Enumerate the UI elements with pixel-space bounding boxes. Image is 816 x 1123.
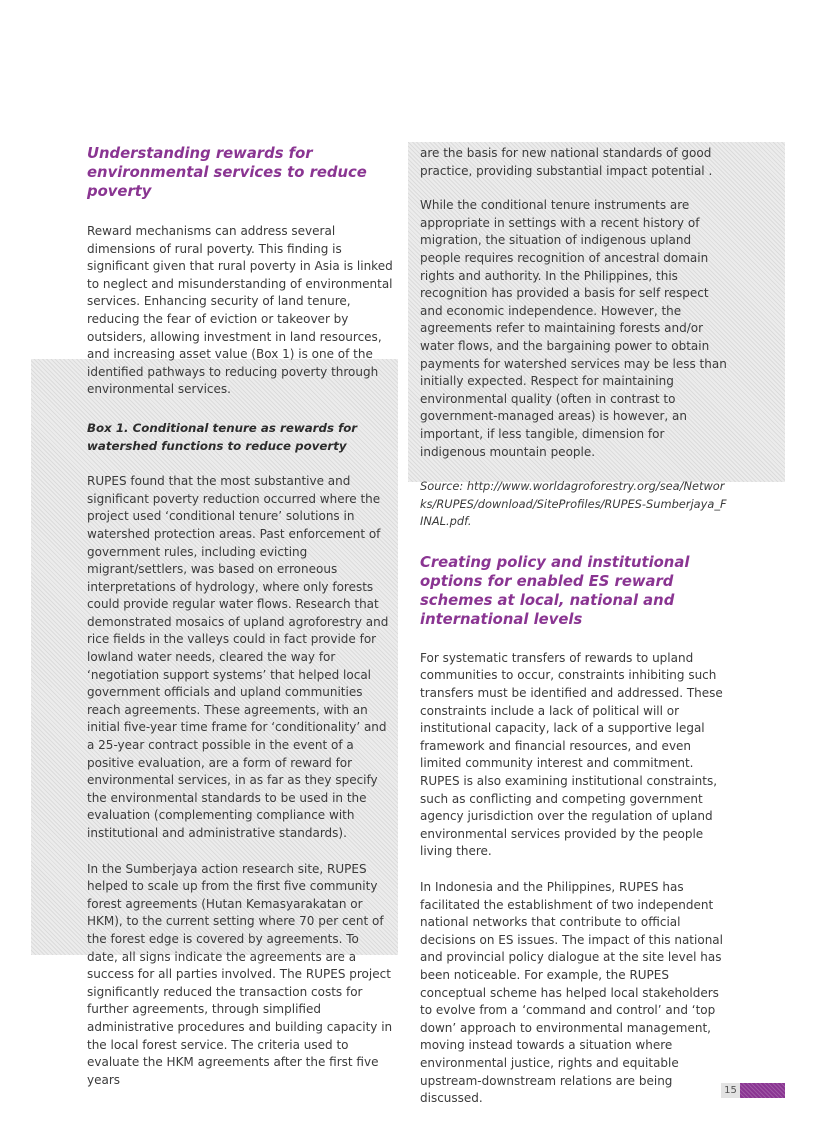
section-heading-policy: Creating policy and institutional options for enabled ES reward schemes at local, national and international levels	[420, 553, 690, 628]
intro-paragraph: Reward mechanisms can address several dimensions of rural poverty. This finding is significant given that rural poverty in Asia is linked to neglect and misunderstanding of environmental services. Enhancing security of land tenure, reducing the fear of eviction or takeover by outsiders, allowing investment in land resources, and increasing asset value (Box 1) is one of the identified pathways to reducing poverty through environmental services.	[87, 224, 393, 397]
left-column	[87, 144, 393, 1089]
box-paragraph-1: RUPES found that the most substantive and significant poverty reduction occurred where the project used ‘conditional tenure’ solutions in watershed protection areas. Past enforcement of government rules, including evicting migrant/settlers, was based on erroneous interpretations of hydrology, where only forests could provide regular water flows. Research that demonstrated mosaics of upland agroforestry and rice fields in the valleys could in fact provide for lowland water needs, cleared the way for ‘negotiation support systems’ that helped local government officials and upland communities reach agreements. These agreements, with an initial five-year time frame for ‘conditionality’ and a 25-year contract possible in the event of a positive evaluation, are a form of reward for environmental services, in as far as they specify the environmental standards to be used in the evaluation (complementing compliance with institutional and administrative standards).	[87, 474, 389, 840]
page-number: 15	[721, 1083, 740, 1098]
section-heading-rewards: Understanding rewards for environmental services to reduce poverty	[87, 145, 367, 200]
box-paragraph-2: In the Sumberjaya action research site, RUPES helped to scale up from the first five community forest agreements (Hutan Kemasyarakatan or HKM), to the current setting where 70 per cent of the forest edge is covered by agreements. To date, all signs indicate the agreements are a success for all parties involved. The RUPES project significantly reduced the transaction costs for further agreements, through simplified administrative procedures and building capacity in the local forest service. The criteria used to evaluate the HKM agreements after the first five years	[87, 861, 393, 1087]
page-number-bar	[740, 1083, 785, 1098]
policy-paragraph-1: For systematic transfers of rewards to upland communities to occur, constraints inhibiting such transfers must be identified and addressed. These constraints include a lack of political will or institutional capacity, lack of a supportive legal framework and financial resources, and even limited community interest and commitment. RUPES is also examining institutional constraints, such as conflicting and competing government agency jurisdiction over the regulation of upland environmental services provided by the people living there.	[420, 650, 723, 859]
right-column	[420, 145, 728, 1108]
box-paragraph-4: While the conditional tenure instruments are appropriate in settings with a recent history of migration, the situation of indigenous upland people requires recognition of ancestral domain rights and authority. In the Philippines, this recognition has provided a basis for self respect and economic independence. However, the agreements refer to maintaining forests and/or water flows, and the bargaining power to obtain payments for watershed services may be less than initially expected. Respect for maintaining environmental quality (often in contrast to government-managed areas) is however, an important, if less tangible, dimension for indigenous mountain people.	[420, 198, 727, 459]
box-paragraph-3: are the basis for new national standards of good practice, providing substantial impact potential .	[420, 146, 713, 178]
box-title: Box 1. Conditional tenure as rewards for watershed functions to reduce poverty	[87, 420, 358, 453]
policy-paragraph-2: In Indonesia and the Philippines, RUPES has facilitated the establishment of two independent national networks that contribute to official decisions on ES issues. The impact of this national and provincial policy dialogue at the site level has been noticeable. For example, the RUPES conceptual scheme has helped local stakeholders to evolve from a ‘command and control’ and ‘top down’ approach to environmental management, moving instead towards a situation where environmental justice, rights and equitable upstream-downstream relations are being discussed.	[420, 880, 723, 1106]
box-source: Source: http://www.worldagroforestry.org/sea/Networks/RUPES/download/SiteProfiles/RUPES-Sumberjaya_FINAL.pdf.	[420, 479, 727, 529]
